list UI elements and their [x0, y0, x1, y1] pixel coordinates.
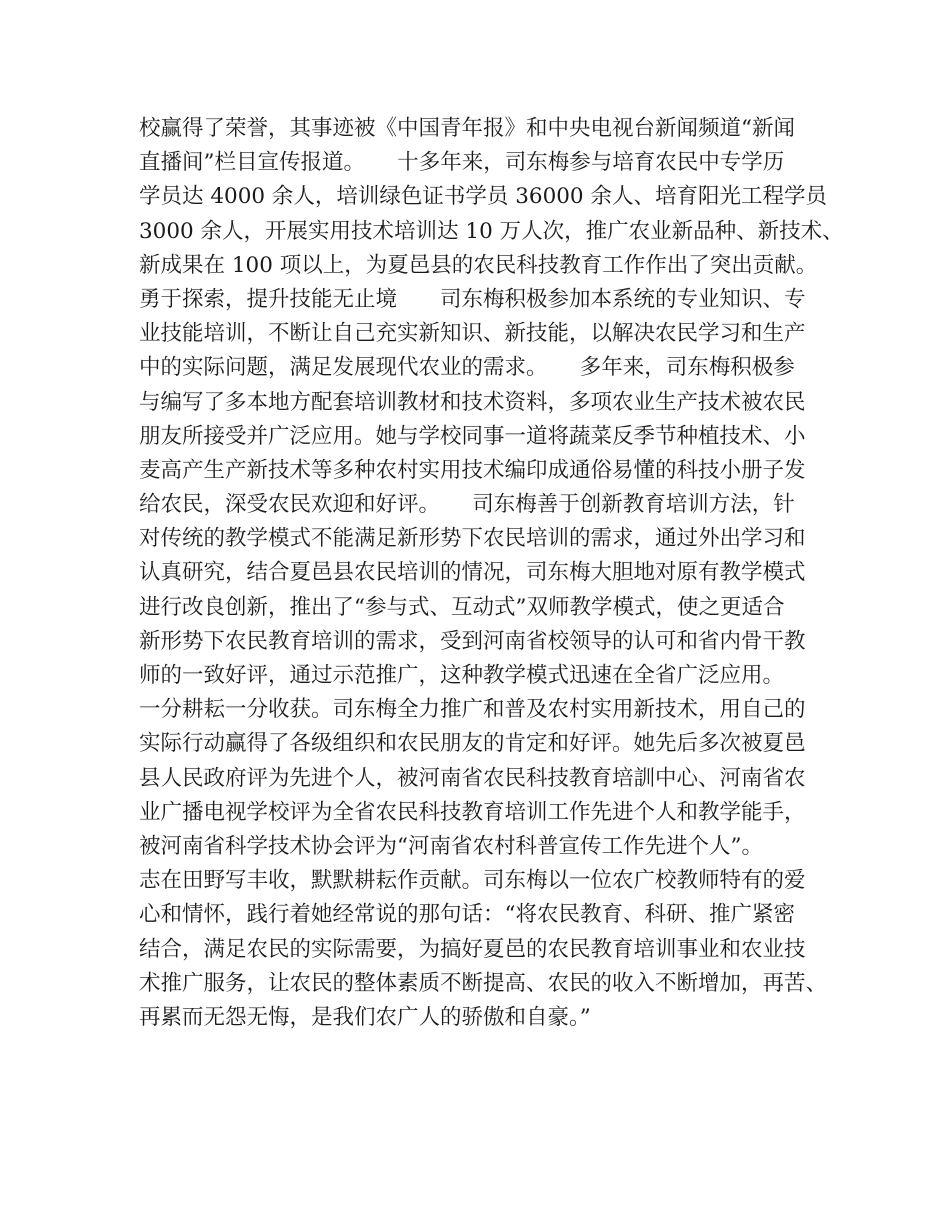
text-line: 新成果在 100 项以上，为夏邑县的农民科技教育工作作出了突出贡献。: [139, 252, 818, 278]
text-line: 业广播电视学校评为全省农民科技教育培训工作先进个人和教学能手，: [139, 799, 806, 825]
text-line: 麦高产生产新技术等多种农村实用技术编印成通俗易懂的科技小册子发: [139, 457, 806, 483]
text-line: 进行改良创新，推出了“参与式、互动式”双师教学模式，使之更适合: [139, 594, 785, 620]
text-line: 术推广服务，让农民的整体素质不断提高、农民的收入不断增加，再苦、: [139, 970, 828, 996]
text-line: 心和情怀，践行着她经常说的那句话：“将农民教育、科研、推广紧密: [139, 902, 795, 928]
text-line: 实际行动赢得了各级组织和农民朋友的肯定和好评。她先后多次被夏邑: [139, 731, 806, 757]
text-line: 直播间”栏目宣传报道。 十多年来，司东梅参与培育农民中专学历: [139, 150, 785, 176]
text-line: 被河南省科学技术协会评为“河南省农村科普宣传工作先进个人”。: [139, 833, 763, 859]
text-line: 学员达 4000 余人，培训绿色证书学员 36000 余人、培育阳光工程学员: [139, 184, 827, 210]
text-line: 志在田野写丰收，默默耕耘作贡献。司东梅以一位农广校教师特有的爱: [139, 868, 806, 894]
text-line: 结合，满足农民的实际需要，为搞好夏邑的农民教育培训事业和农业技: [139, 936, 806, 962]
body-text: [139, 112, 844, 1035]
text-line: 一分耕耘一分收获。司东梅全力推广和普及农村实用新技术，用自己的: [139, 697, 806, 723]
text-line: 给农民，深受农民欢迎和好评。 司东梅善于创新教育培训方法，针: [139, 492, 795, 518]
text-line: 师的一致好评，通过示范推广，这种教学模式迅速在全省广泛应用。: [139, 663, 785, 688]
text-line: 中的实际问题，满足发展现代农业的需求。 多年来，司东梅积极参: [139, 355, 795, 381]
text-line: 与编写了多本地方配套培训教材和技术资料，多项农业生产技术被农民: [139, 389, 806, 415]
text-line: 认真研究，结合夏邑县农民培训的情况，司东梅大胆地对原有教学模式: [139, 560, 806, 586]
text-line: 对传统的教学模式不能满足新形势下农民培训的需求，通过外出学习和: [139, 526, 806, 552]
text-line: 业技能培训，不断让自己充实新知识、新技能，以解决农民学习和生产: [139, 321, 806, 347]
text-line: 新形势下农民教育培训的需求，受到河南省校领导的认可和省内骨干教: [139, 628, 806, 654]
text-line: 再累而无怨无悔，是我们农广人的骄傲和自豪。”: [139, 1004, 591, 1030]
text-line: 校赢得了荣誉，其事迹被《中国青年报》和中央电视台新闻频道“新闻: [139, 116, 795, 141]
text-line: 县人民政府评为先进个人，被河南省农民科技教育培訓中心、河南省农: [139, 765, 806, 791]
text-line: 勇于探索，提升技能无止境 司东梅积极参加本系统的专业知识、专: [139, 286, 806, 312]
text-line: 3000 余人，开展实用技术培训达 10 万人次，推广农业新品种、新技术、: [139, 218, 844, 244]
text-line: 朋友所接受并广泛应用。她与学校同事一道将蔬菜反季节种植技术、小: [139, 423, 806, 449]
